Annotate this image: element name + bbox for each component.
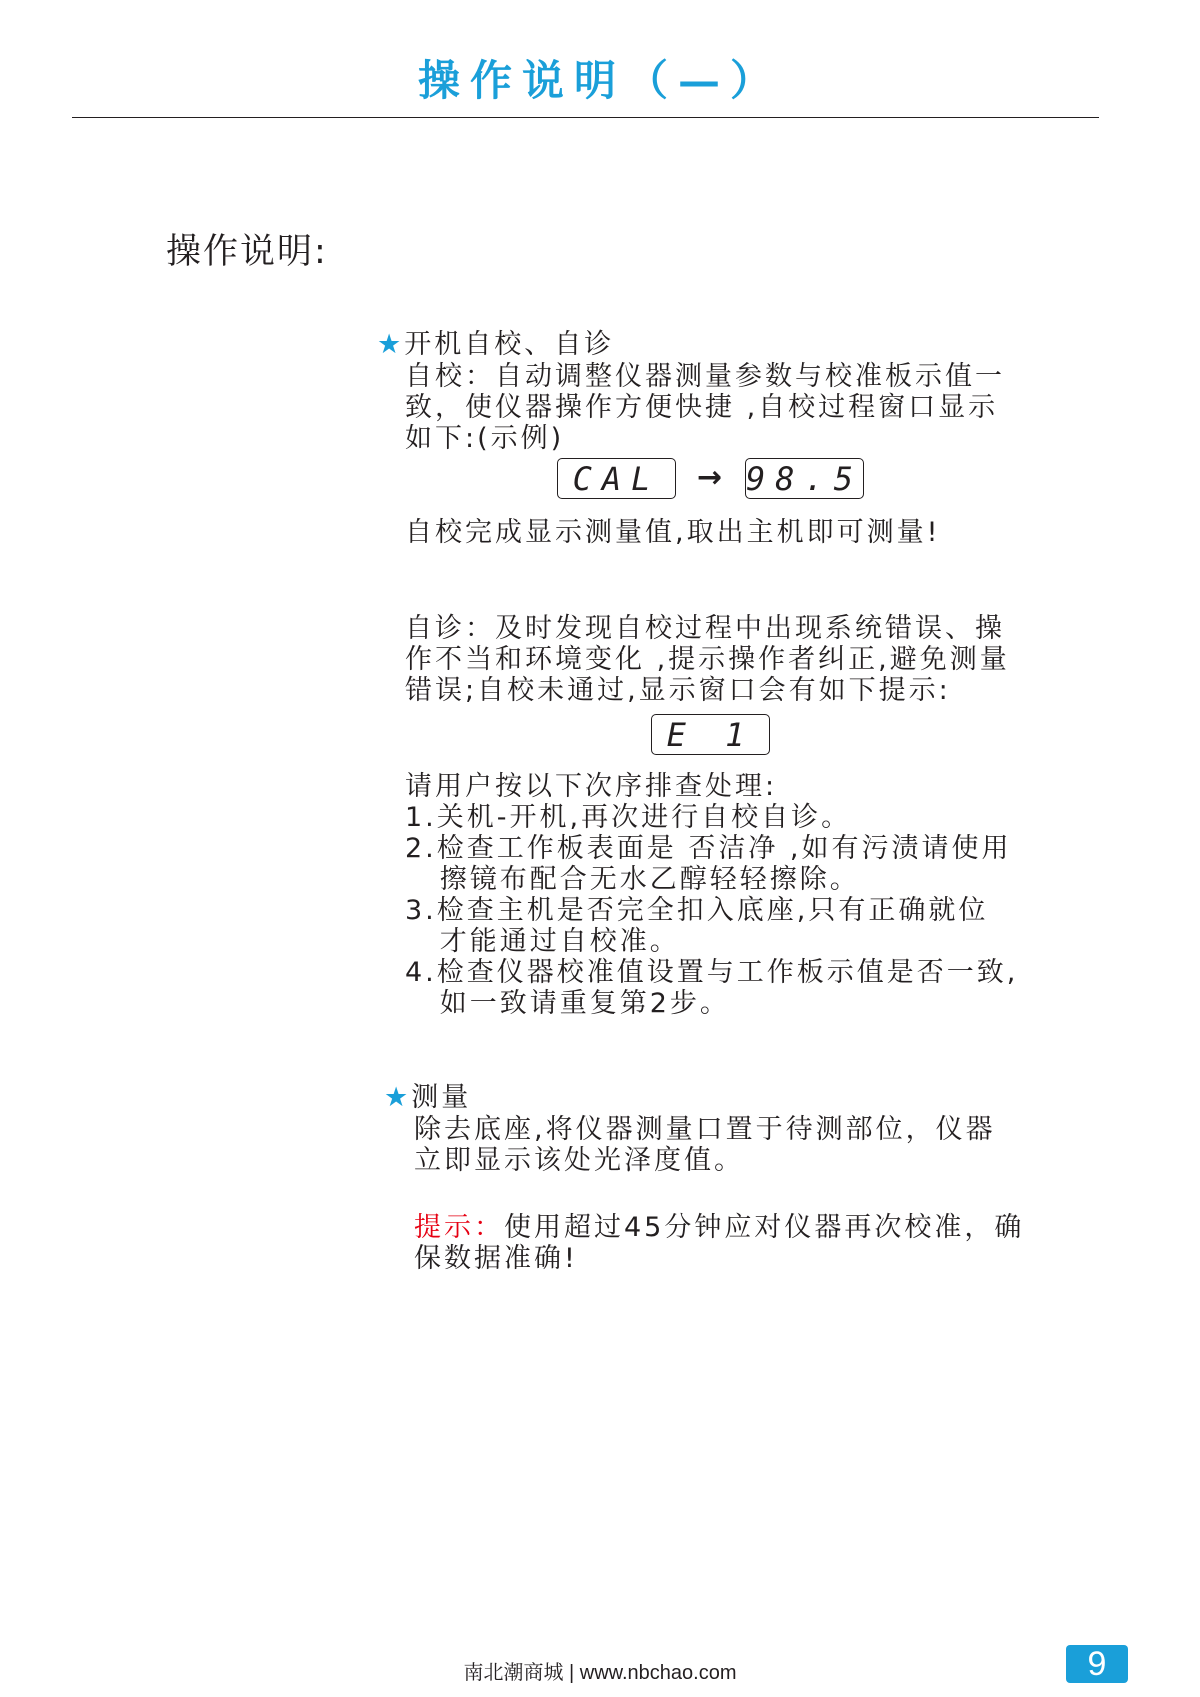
tip-label: 提示： (414, 1212, 504, 1243)
steps-intro: 请用户按以下次序排查处理: (405, 771, 778, 802)
footer-site: 南北潮商城 | www.nbchao.com (463, 1662, 737, 1684)
list-item: 擦镜布配合无水乙醇轻轻擦除。 (405, 864, 860, 895)
list-item: 1.关机-开机,再次进行自校自诊。 (405, 802, 852, 833)
lcd-display-cal: CAL (557, 458, 676, 499)
list-item: 3.检查主机是否完全扣入底座,只有正确就位 (405, 895, 989, 926)
list-item: 2.检查工作板表面是 否洁净 ,如有污渍请使用 (405, 833, 1012, 864)
measure-line: 除去底座,将仪器测量口置于待测部位，仪器 (414, 1114, 996, 1145)
diagnosis-line: 作不当和环境变化 ,提示操作者纠正,避免测量 (405, 644, 1010, 675)
calibration-paragraph (405, 361, 1005, 454)
right-arrow-icon: → (697, 460, 723, 495)
self-check-title-row (377, 329, 614, 360)
measure-title-row (384, 1082, 471, 1113)
measure-line: 立即显示该处光泽度值。 (414, 1145, 744, 1176)
after-display-text: 自校完成显示测量值,取出主机即可测量! (405, 517, 941, 548)
page-number-badge: 9 (1066, 1645, 1128, 1683)
self-check-title: 开机自校、自诊 (404, 329, 615, 360)
tip-line (414, 1212, 1024, 1243)
star-icon: ★ (377, 329, 405, 360)
tip-text: 使用超过45分钟应对仪器再次校准，确 (504, 1212, 1025, 1243)
diagnosis-line: 自诊：及时发现自校过程中出现系统错误、操 (405, 613, 1005, 644)
troubleshooting-list (405, 771, 1018, 1019)
measure-paragraph (414, 1114, 996, 1176)
star-icon: ★ (384, 1082, 412, 1113)
header-divider (72, 117, 1099, 118)
calibration-line: 如下:(示例) (405, 423, 565, 454)
list-item: 才能通过自校准。 (405, 926, 680, 957)
tip-line: 保数据准确! (414, 1243, 578, 1274)
section-heading: 操作说明: (166, 232, 328, 272)
list-item: 4.检查仪器校准值设置与工作板示值是否一致, (405, 957, 1019, 988)
diagnosis-line: 错误;自校未通过,显示窗口会有如下提示: (405, 675, 951, 706)
tip-paragraph (414, 1212, 1024, 1274)
measure-title: 测量 (411, 1082, 472, 1113)
list-item: 如一致请重复第2步。 (405, 988, 730, 1019)
page-header-title: 操作说明（—） (417, 56, 782, 105)
calibration-line: 自校：自动调整仪器测量参数与校准板示值一 (405, 361, 1005, 392)
lcd-display-value: 98.5 (745, 459, 864, 498)
lcd-display-error: E 1 (651, 714, 770, 755)
diagnosis-paragraph (405, 613, 1010, 706)
calibration-line: 致，使仪器操作方便快捷 ,自校过程窗口显示 (405, 392, 999, 423)
